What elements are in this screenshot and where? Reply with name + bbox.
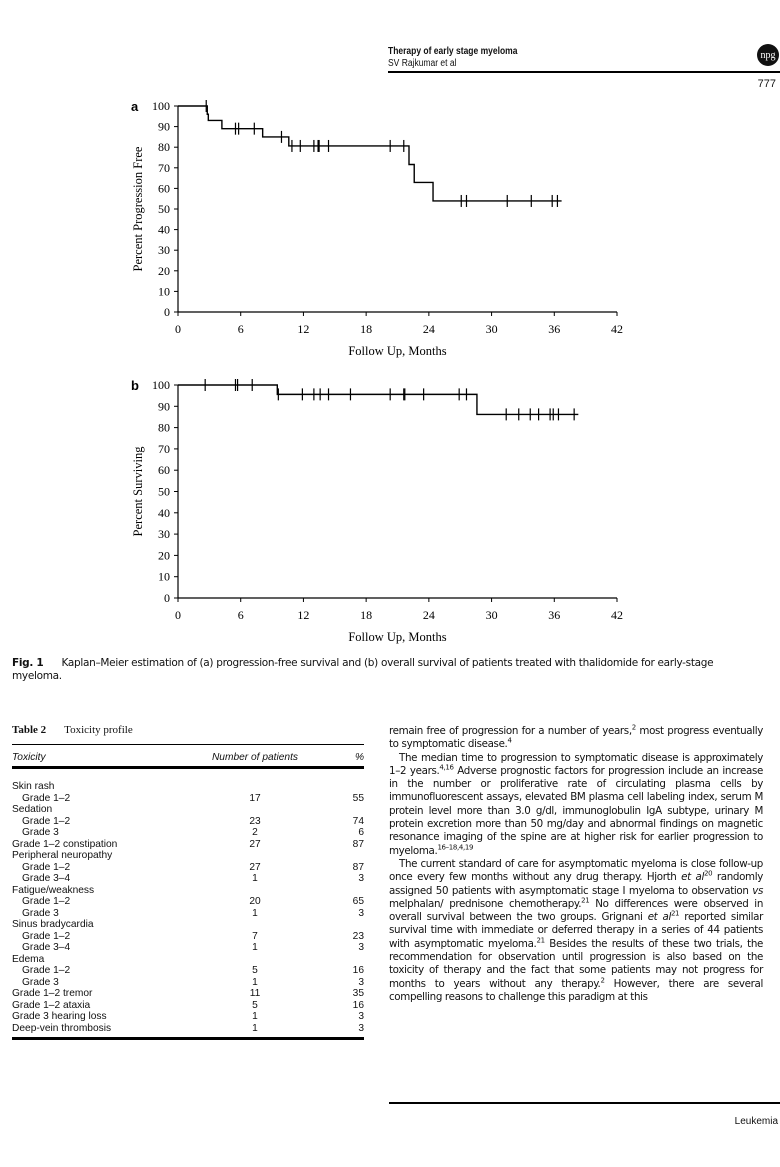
toxicity-cell: Grade 3–4 — [22, 942, 71, 953]
table-body — [12, 781, 364, 1034]
col-header-toxicity: Toxicity — [12, 752, 46, 763]
table-title-text: Toxicity profile — [64, 724, 133, 736]
x-tick-label: 0 — [175, 608, 181, 622]
toxicity-cell: Grade 1–2 — [22, 930, 71, 942]
y-tick-label: 60 — [158, 181, 170, 196]
x-tick-label: 36 — [548, 322, 561, 336]
y-tick-label: 40 — [158, 222, 170, 237]
percent-cell — [320, 804, 364, 816]
x-tick-label: 30 — [485, 322, 498, 336]
y-tick-label: 10 — [158, 284, 170, 299]
y-tick-label: 0 — [164, 591, 170, 605]
toxicity-cell: Grade 1–2 — [22, 815, 71, 827]
percent-cell — [320, 850, 364, 862]
x-tick-label: 12 — [297, 322, 310, 336]
y-tick-label: 70 — [158, 441, 170, 456]
x-axis-label: Follow Up, Months — [348, 630, 447, 644]
toxicity-cell: Sedation — [12, 804, 53, 815]
table-row — [12, 931, 364, 943]
y-tick-label: 30 — [158, 527, 170, 542]
page-number: 777 — [757, 78, 776, 90]
table-top-rule — [12, 744, 364, 745]
x-tick-label: 24 — [422, 322, 435, 336]
table-row — [12, 896, 364, 908]
count-cell — [190, 885, 320, 897]
y-tick-label: 90 — [158, 399, 170, 414]
table-row — [12, 977, 364, 989]
chart-a — [131, 99, 623, 358]
y-tick-label: 50 — [158, 484, 170, 499]
toxicity-cell: Grade 3 — [22, 907, 59, 919]
authors-text: SV Rajkumar et al — [388, 58, 457, 69]
percent-cell: 3 — [358, 942, 364, 953]
percent-cell: 6 — [358, 827, 364, 838]
panel-label: b — [131, 378, 139, 393]
body-paragraph: The current standard of care for asymptomatic myeloma is close follow-up once every few months without any drug therapy. Hjorth et $al^{20}$ randomly assigned 50 patients with asymptomatic stage I myeloma to observation vs melphalan/ prednisone chemotherapy.$^{21}$ No differences were observed in overall survival between the two groups. Grignani et $al^{21}$ reported similar survival time with immediate or deferred therapy in a series of 44 patients with asymptomatic myeloma.$^{21}$ Besides the results of these two trials, the recommendation for observation until progression is also based on the toxicity of therapy and the fact that some patients may not progress for months to years without any therapy.$^2$ However, there are several compelling reasons to challenge this paradigm at this — [389, 857, 763, 1003]
y-tick-label: 100 — [152, 99, 170, 113]
percent-cell: 3 — [358, 1022, 364, 1034]
count-cell: 2 — [252, 827, 258, 838]
toxicity-cell: Grade 1–2 ataxia — [12, 999, 91, 1011]
count-cell: 20 — [249, 896, 261, 907]
table-row — [12, 850, 364, 862]
percent-cell: 3 — [358, 1011, 364, 1022]
count-cell — [190, 954, 320, 966]
toxicity-cell: Grade 1–2 tremor — [12, 988, 93, 999]
count-cell: 27 — [249, 861, 261, 873]
x-tick-label: 24 — [422, 608, 435, 622]
footer-rule — [389, 1102, 780, 1104]
toxicity-cell: Grade 1–2 constipation — [12, 838, 118, 850]
table-row — [12, 862, 364, 874]
count-cell: 1 — [252, 942, 258, 953]
count-cell — [190, 919, 320, 931]
percent-cell: 16 — [352, 965, 364, 976]
table-row — [12, 793, 364, 805]
y-tick-label: 0 — [164, 305, 170, 319]
count-cell: 5 — [252, 965, 258, 976]
table-header-rule — [12, 766, 364, 769]
toxicity-cell: Grade 1–2 — [22, 965, 71, 976]
percent-cell: 87 — [352, 861, 364, 873]
percent-cell: 35 — [352, 988, 364, 999]
percent-cell: 55 — [352, 792, 364, 804]
table-row — [12, 965, 364, 977]
percent-cell — [320, 781, 364, 793]
table-row — [12, 885, 364, 897]
table-row — [12, 942, 364, 954]
percent-cell: 87 — [352, 838, 364, 850]
x-tick-label: 42 — [611, 322, 623, 336]
toxicity-cell: Grade 3 — [22, 827, 59, 838]
y-tick-label: 60 — [158, 463, 170, 478]
percent-cell: 3 — [358, 873, 364, 884]
figure-caption-text: Kaplan–Meier estimation of (a) progression-free survival and (b) overall survival of patients treated with thalidomide for early-stage myeloma. — [12, 657, 714, 682]
count-cell — [190, 781, 320, 793]
percent-cell: 3 — [358, 907, 364, 919]
panel-label: a — [131, 99, 139, 114]
table-row — [12, 1011, 364, 1023]
toxicity-cell: Grade 1–2 — [22, 792, 71, 804]
journal-name: Leukemia — [734, 1116, 778, 1127]
x-tick-label: 18 — [360, 322, 373, 336]
table-bottom-rule — [12, 1037, 364, 1040]
x-tick-label: 18 — [360, 608, 373, 622]
x-tick-label: 0 — [175, 322, 181, 336]
count-cell: 17 — [249, 792, 261, 804]
y-tick-label: 90 — [158, 119, 170, 134]
table-row — [12, 919, 364, 931]
running-title: Therapy of early stage myeloma — [388, 46, 518, 57]
toxicity-cell: Skin rash — [12, 781, 55, 792]
count-cell: 11 — [249, 988, 261, 999]
chart-b — [131, 378, 623, 644]
percent-cell — [320, 954, 364, 966]
count-cell: 1 — [252, 907, 258, 919]
y-tick-label: 100 — [152, 378, 170, 392]
y-tick-label: 40 — [158, 505, 170, 520]
toxicity-cell: Deep-vein thrombosis — [12, 1022, 112, 1034]
x-tick-label: 30 — [485, 608, 498, 622]
count-cell: 7 — [252, 930, 258, 942]
body-text-column — [389, 725, 763, 1004]
toxicity-cell: Fatigue/weakness — [12, 884, 95, 896]
toxicity-cell: Sinus bradycardia — [12, 919, 94, 930]
y-tick-label: 20 — [158, 548, 170, 563]
table-row — [12, 816, 364, 828]
y-axis-label: Percent Progression Free — [131, 146, 145, 272]
y-tick-label: 80 — [158, 420, 170, 435]
count-cell: 1 — [252, 873, 258, 884]
percent-cell: 65 — [352, 896, 364, 907]
col-header-number: Number of patients — [211, 752, 299, 763]
table-row — [12, 988, 364, 1000]
toxicity-cell: Grade 3 — [22, 976, 59, 988]
percent-cell: 23 — [352, 930, 364, 942]
table-row — [12, 781, 364, 793]
x-tick-label: 12 — [297, 608, 310, 622]
col-header-percent: % — [354, 752, 364, 763]
count-cell: 1 — [252, 976, 258, 988]
toxicity-cell: Grade 1–2 — [22, 861, 71, 873]
body-paragraph: remain free of progression for a number of years,$^2$ most progress eventually to symptomatic disease.$^4$ — [389, 723, 763, 751]
table-row — [12, 1000, 364, 1012]
y-tick-label: 50 — [158, 202, 170, 216]
y-tick-label: 10 — [158, 569, 170, 584]
y-axis-label: Percent Surviving — [131, 446, 145, 537]
y-tick-label: 70 — [158, 160, 170, 175]
km-step-curve — [178, 106, 562, 201]
table-row — [12, 873, 364, 885]
count-cell: 1 — [252, 1022, 258, 1034]
count-cell — [190, 850, 320, 862]
count-cell: 23 — [249, 815, 261, 827]
count-cell: 27 — [249, 838, 261, 850]
toxicity-cell: Peripheral neuropathy — [12, 850, 113, 861]
table-row — [12, 908, 364, 920]
table-row — [12, 827, 364, 839]
y-tick-label: 20 — [158, 263, 170, 278]
table-header-row — [12, 749, 364, 766]
x-tick-label: 42 — [611, 608, 623, 622]
table-row — [12, 1023, 364, 1035]
y-tick-label: 80 — [158, 140, 170, 155]
npg-logo-icon: npg — [757, 44, 779, 66]
percent-cell — [320, 885, 364, 897]
percent-cell: 3 — [358, 976, 364, 988]
count-cell: 1 — [252, 1011, 258, 1022]
toxicity-cell: Edema — [12, 953, 45, 965]
table-row — [12, 839, 364, 851]
x-tick-label: 36 — [548, 608, 561, 622]
table-row — [12, 804, 364, 816]
toxicity-cell: Grade 3 hearing loss — [12, 1011, 107, 1022]
y-tick-label: 30 — [158, 243, 170, 258]
figure-label: Fig. 1 — [12, 657, 44, 669]
x-tick-label: 6 — [237, 608, 244, 622]
table-row — [12, 954, 364, 966]
table-label: Table 2 — [12, 724, 47, 736]
x-axis-label: Follow Up, Months — [348, 344, 447, 358]
percent-cell — [320, 919, 364, 931]
count-cell — [190, 804, 320, 816]
count-cell: 5 — [252, 999, 258, 1011]
percent-cell: 74 — [352, 815, 364, 827]
toxicity-table — [12, 724, 364, 1040]
figure-caption — [12, 657, 764, 683]
toxicity-cell: Grade 3–4 — [22, 873, 71, 884]
x-tick-label: 6 — [237, 322, 244, 336]
percent-cell: 16 — [352, 999, 364, 1011]
table-title — [12, 724, 364, 738]
body-paragraph: The median time to progression to symptomatic disease is approximately 1–2 years.$^{4,16}$ Adverse prognostic factors for progression include an increase in the number or proliferative rate of circulating plasma cells by immunofluorescent assays, elevated BM plasma cell labeling index, serum M protein level more than 3.0 g/dl, immunoglobulin IgA subtype, urinary M protein excretion more than 50 mg/day and abnormal findings on magnetic resonance imaging of the spine are at higher risk for earlier progression to myeloma.$^{16-18,4,19}$ — [389, 751, 763, 857]
toxicity-cell: Grade 1–2 — [22, 896, 71, 907]
